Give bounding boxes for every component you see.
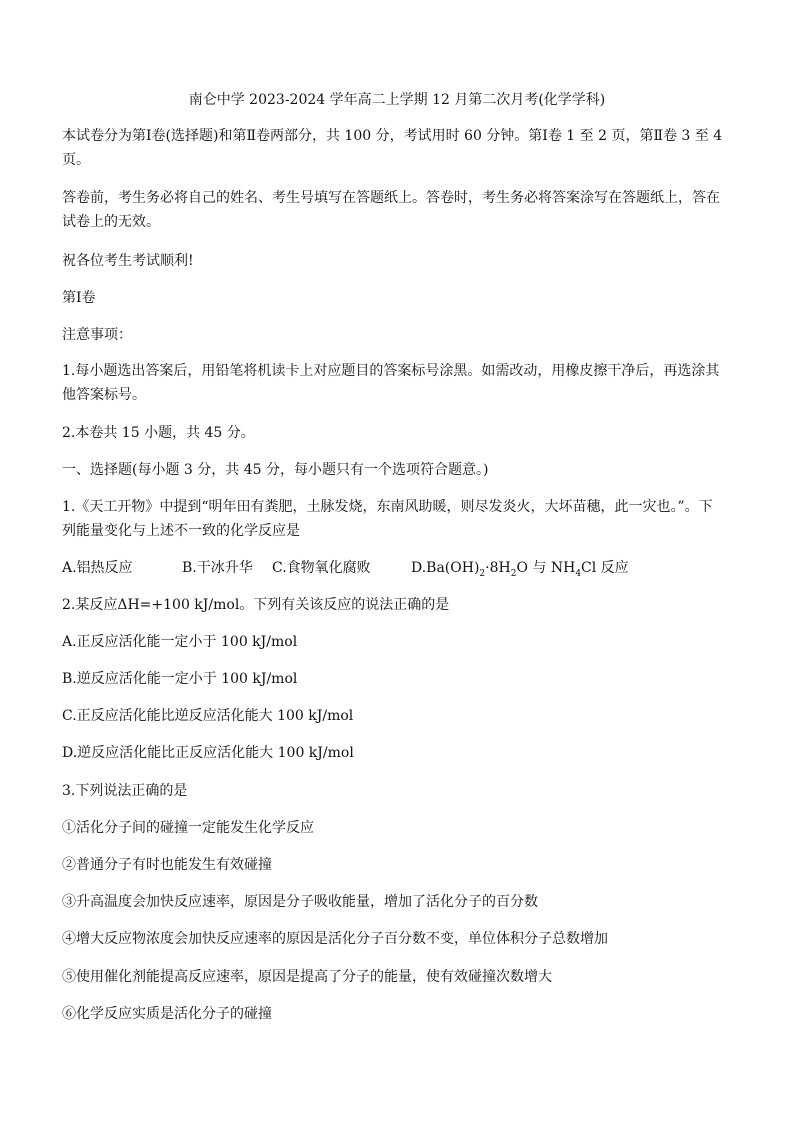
intro-line-3: 答卷前，考生务必将自己的姓名、考生号填写在答题纸上。答卷时，考生务必将答案涂写在答题纸上，答在 [62,190,720,206]
q1-option-d-sub-1: 2 [479,568,486,579]
q2-stem: 2.某反应ΔH=+100 kJ/mol。下列有关该反应的说法正确的是 [62,597,450,613]
q3-item-4: ④增大反应物浓度会加快反应速率的原因是活化分子百分数不变，单位体积分子总数增加 [62,931,608,947]
q3-stem: 3.下列说法正确的是 [62,783,188,799]
q1-option-c: C.食物氧化腐败 [272,560,371,576]
exam-title: 南仑中学 2023-2024 学年高二上学期 12 月第二次月考(化学学科) [188,92,606,108]
q3-item-5: ⑤使用催化剂能提高反应速率，原因是提高了分子的能量，使有效碰撞次数增大 [62,969,552,985]
notes-label: 注意事项： [62,327,132,343]
intro-greeting: 祝各位考生考试顺利! [62,253,194,269]
q1-stem-line-2: 列能量变化与上述不一致的化学反应是 [62,523,300,539]
intro-line-4: 试卷上的无效。 [62,214,160,230]
q1-option-d-part-3: O 与 NH [516,560,576,576]
q3-item-2: ②普通分子有时也能发生有效碰撞 [62,857,272,873]
q1-option-d [411,557,629,585]
note-1-line-1: 1.每小题选出答案后，用铅笔将机读卡上对应题目的答案标号涂黑。如需改动，用橡皮擦干净后，再选涂其 [62,363,720,379]
q1-options [62,557,730,579]
note-1-line-2: 他答案标号。 [62,387,146,403]
q1-option-d-sub-3: 4 [575,568,582,579]
q1-option-d-part-4: Cl 反应 [581,560,629,576]
q1-option-d-part-2: ·8H [485,560,511,576]
intro-line-2: 页。 [62,152,90,168]
q3-item-3: ③升高温度会加快反应速率，原因是分子吸收能量，增加了活化分子的百分数 [62,894,538,910]
q1-option-a: A.铝热反应 [62,560,133,576]
part-heading: 一、选择题(每小题 3 分，共 45 分，每小题只有一个选项符合题意。) [62,462,489,478]
q3-item-1: ①活化分子间的碰撞一定能发生化学反应 [62,820,314,836]
note-2: 2.本卷共 15 小题，共 45 分。 [62,425,255,441]
q2-option-d: D.逆反应活化能比正反应活化能大 100 kJ/mol [62,745,354,761]
intro-line-1: 本试卷分为第Ⅰ卷(选择题)和第Ⅱ卷两部分，共 100 分，考试用时 60 分钟。第Ⅰ卷 1 至 2 页，第Ⅱ卷 3 至 4 [62,128,723,144]
q2-option-b: B.逆反应活化能一定小于 100 kJ/mol [62,671,298,687]
q2-option-c: C.正反应活化能比逆反应活化能大 100 kJ/mol [62,708,354,724]
q1-option-d-sub-2: 2 [510,568,517,579]
q2-option-a: A.正反应活化能一定小于 100 kJ/mol [62,634,298,650]
q1-option-d-part-1: D.Ba(OH) [411,560,480,576]
q1-stem-line-1: 1.《天工开物》中提到“明年田有粪肥，土脉发烧，东南风助暖，则尽发炎火，大坏苗穗，此一灾也。”。下 [62,499,713,515]
q3-item-6: ⑥化学反应实质是活化分子的碰撞 [62,1006,272,1022]
section-label: 第Ⅰ卷 [62,290,96,306]
q1-option-b: B.干冰升华 [182,560,253,576]
